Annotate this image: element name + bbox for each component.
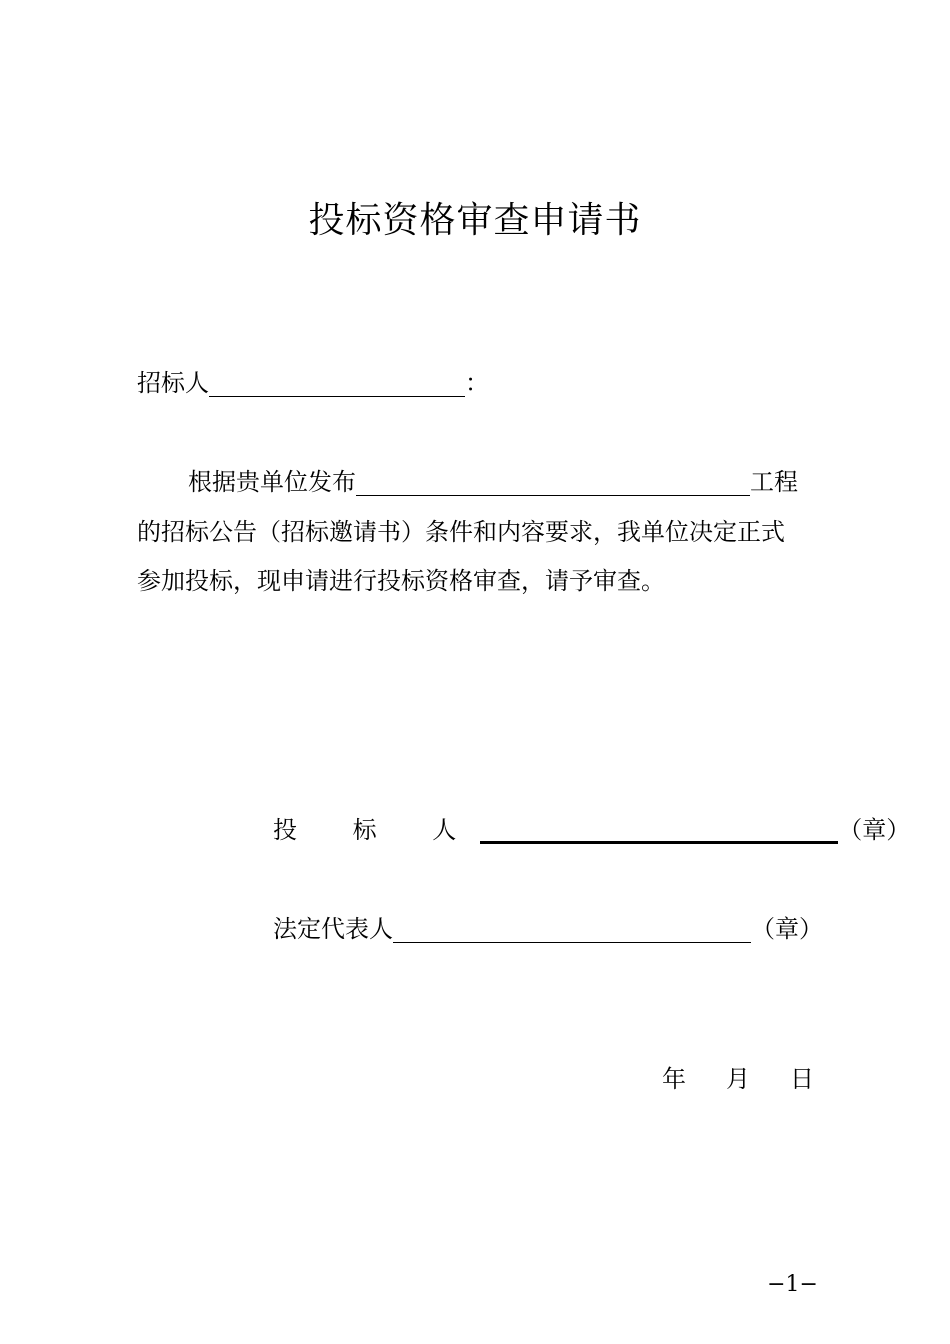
date-line bbox=[662, 1062, 814, 1096]
addressee-colon: ： bbox=[465, 369, 489, 397]
project-name-blank-field[interactable] bbox=[356, 469, 750, 496]
body-line-3: 参加投标，现申请进行投标资格审查，请予审查。 bbox=[137, 567, 665, 595]
addressee-line bbox=[137, 366, 489, 400]
bidder-seal-label: （章） bbox=[838, 816, 911, 844]
body-project-suffix: 工程 bbox=[750, 468, 798, 496]
date-year-label: 年 bbox=[662, 1065, 686, 1093]
date-day-label: 日 bbox=[790, 1065, 814, 1093]
page-number: −1− bbox=[767, 1272, 818, 1297]
addressee-label: 招标人 bbox=[137, 369, 209, 397]
date-month-label: 月 bbox=[726, 1065, 750, 1093]
body-line-1 bbox=[188, 465, 798, 499]
bidder-label: 投 标 人 bbox=[273, 816, 481, 844]
legal-rep-signature-line bbox=[273, 912, 823, 946]
document-title: 投标资格审查申请书 bbox=[308, 200, 642, 241]
legal-rep-label: 法定代表人 bbox=[273, 915, 393, 943]
legal-rep-seal-label: （章） bbox=[751, 915, 823, 943]
bidder-signature-line bbox=[273, 813, 910, 847]
addressee-blank-field[interactable] bbox=[209, 370, 465, 397]
body-line-2: 的招标公告（招标邀请书）条件和内容要求，我单位决定正式 bbox=[137, 518, 785, 546]
body-prefix: 根据贵单位发布 bbox=[188, 468, 356, 496]
legal-rep-blank-field[interactable] bbox=[393, 916, 751, 943]
bidder-blank-field[interactable] bbox=[480, 815, 838, 844]
